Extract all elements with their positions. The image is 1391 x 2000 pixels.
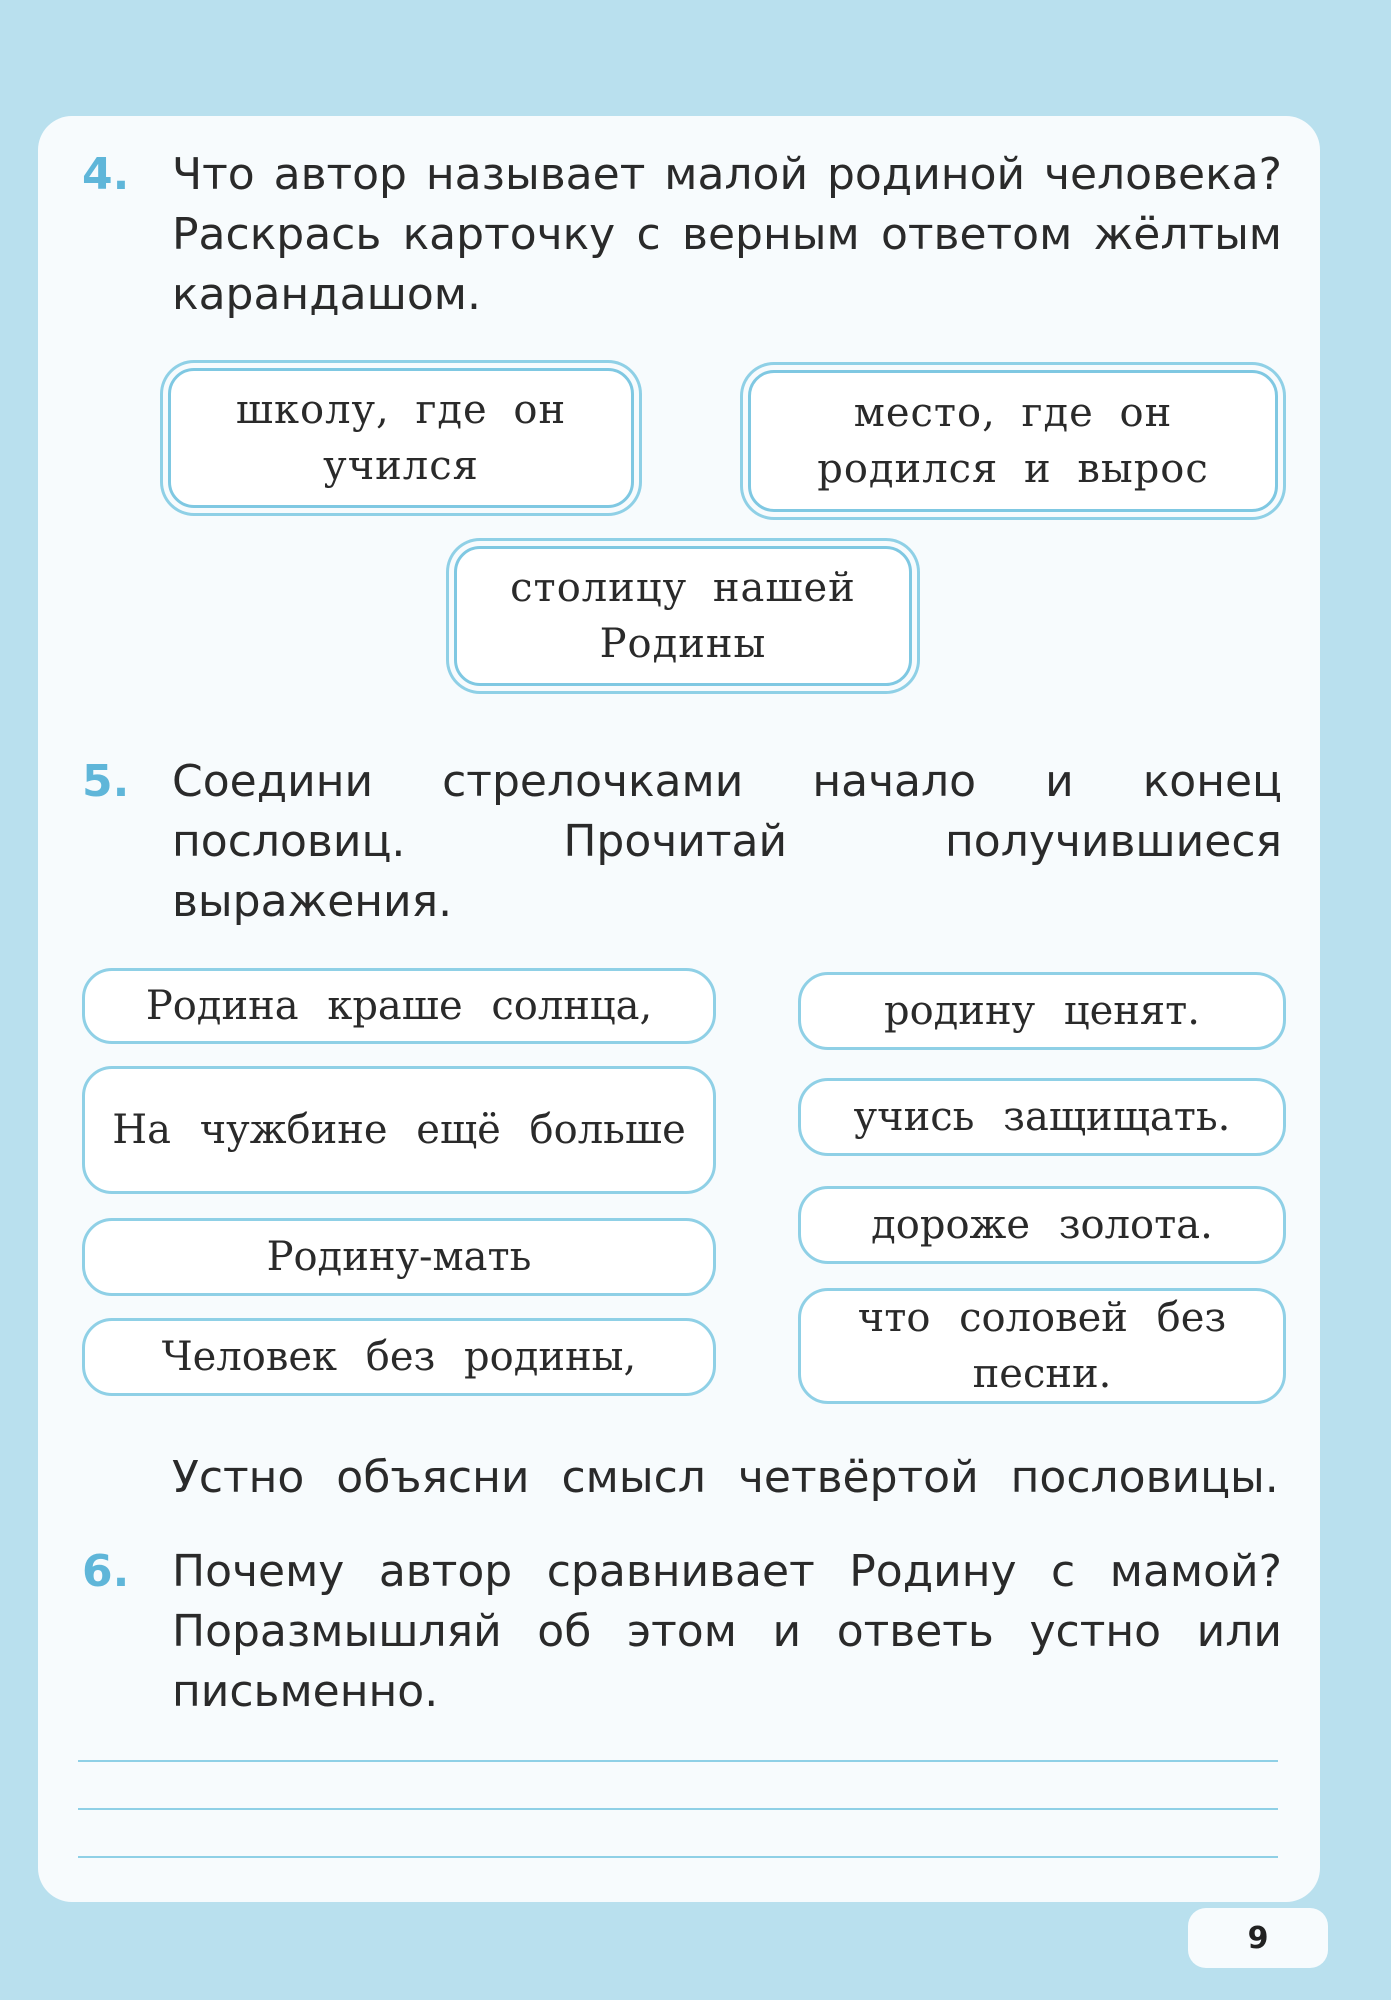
- proverb-end-1[interactable]: родину ценят.: [798, 972, 1286, 1050]
- task-6-number: 6.: [82, 1546, 130, 1597]
- task-4: [82, 145, 1282, 325]
- proverb-start-4[interactable]: Человек без родины,: [82, 1318, 716, 1396]
- task-4-text: Что автор называет малой родиной человека? Раскрась карточку с верным ответом жёлтым карандашом.: [172, 149, 1282, 320]
- task-5-number: 5.: [82, 756, 130, 807]
- task-4-number: 4.: [82, 149, 130, 200]
- proverb-end-2[interactable]: учись защищать.: [798, 1078, 1286, 1156]
- proverb-start-2[interactable]: На чужбине ещё больше: [82, 1066, 716, 1194]
- task-5-text: Соедини стрелочками начало и конец пословиц. Прочитай получившиеся выражения.: [172, 756, 1282, 927]
- answer-card-school[interactable]: школу, где он учился: [168, 368, 634, 508]
- task-5: [82, 752, 1282, 932]
- answer-line-2[interactable]: [78, 1808, 1278, 1810]
- answer-line-1[interactable]: [78, 1760, 1278, 1762]
- page-number: 9: [1188, 1908, 1328, 1968]
- proverb-end-4[interactable]: что соловей без песни.: [798, 1288, 1286, 1404]
- task-6-text: Почему автор сравнивает Родину с мамой? Поразмышляй об этом и ответь устно или письменно.: [172, 1546, 1282, 1717]
- proverb-end-3[interactable]: дороже золота.: [798, 1186, 1286, 1264]
- answer-card-birthplace[interactable]: место, где он родился и вырос: [748, 370, 1278, 512]
- proverb-start-3[interactable]: Родину-мать: [82, 1218, 716, 1296]
- proverb-start-1[interactable]: Родина краше солнца,: [82, 968, 716, 1044]
- answer-card-capital[interactable]: столицу нашей Родины: [454, 546, 912, 686]
- answer-line-3[interactable]: [78, 1856, 1278, 1858]
- task-6: [82, 1542, 1282, 1722]
- task-5-followup: Устно объясни смысл четвёртой пословицы.: [172, 1452, 1279, 1503]
